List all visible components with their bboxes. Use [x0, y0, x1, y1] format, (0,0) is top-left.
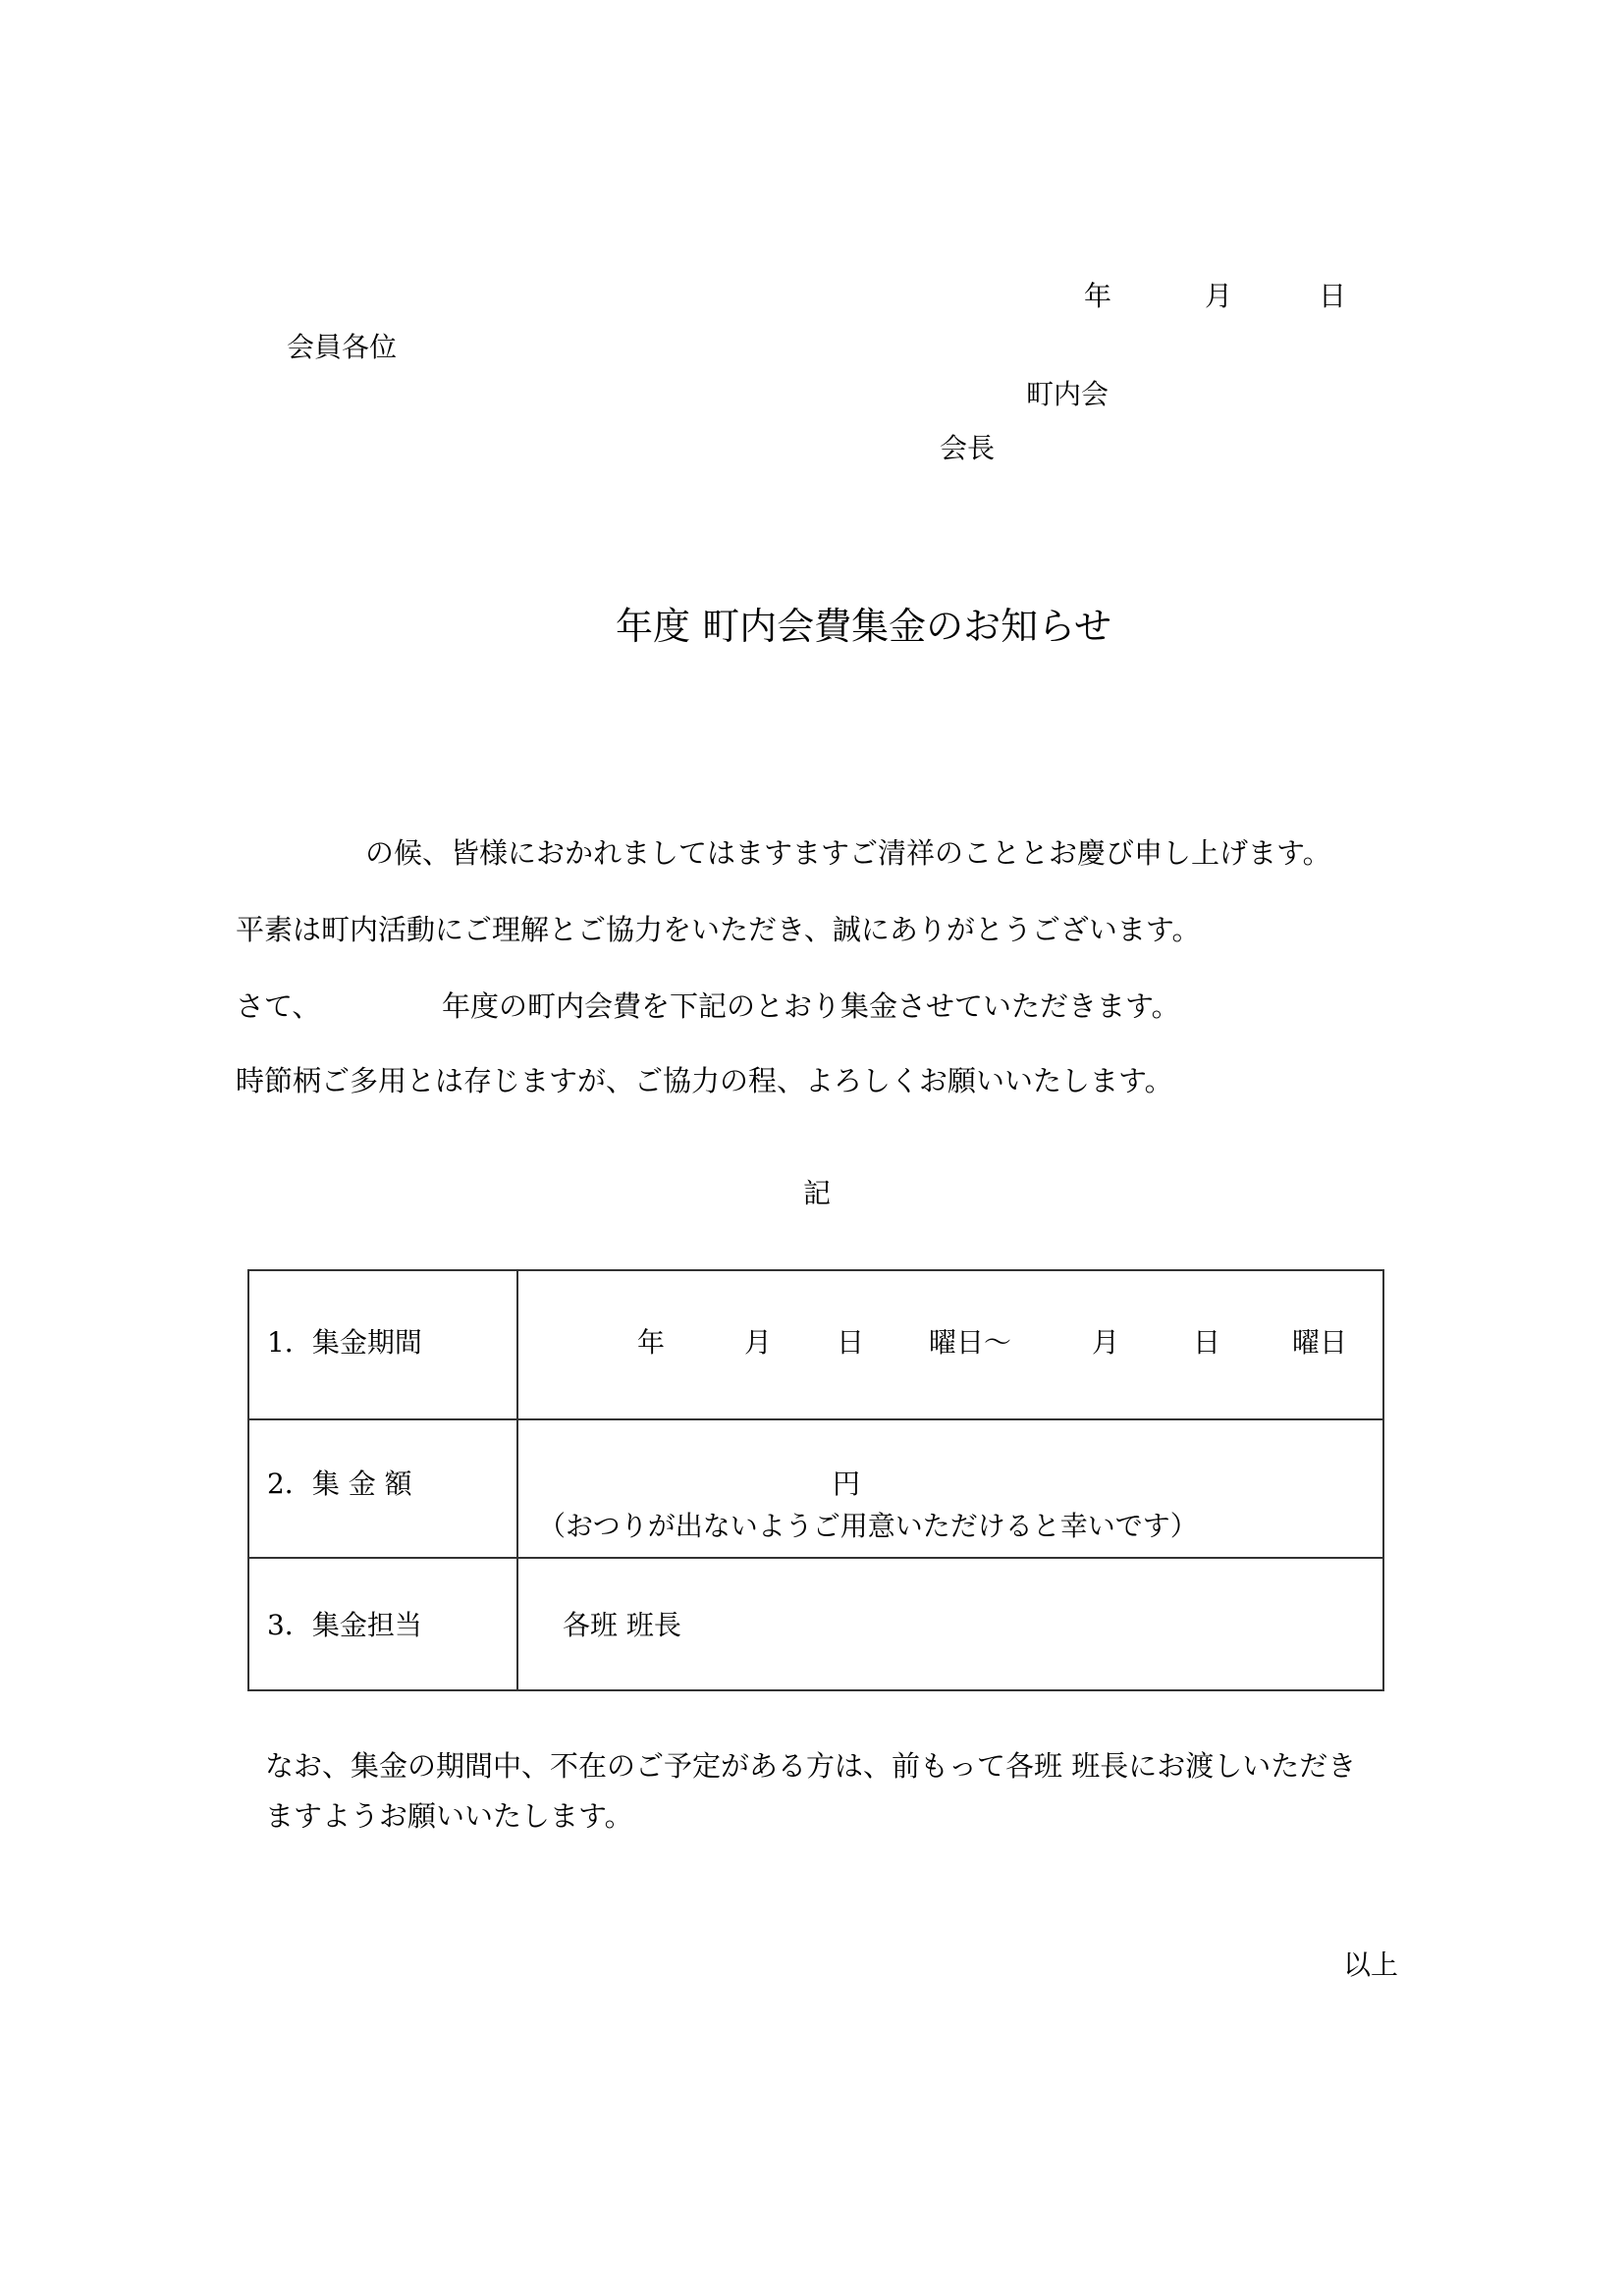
document-title: 年度 町内会費集金のお知らせ [616, 605, 1111, 648]
period-month-end: 月 [1092, 1326, 1120, 1359]
body-line-3a: さて、 [236, 989, 321, 1023]
date-day: 日 [1319, 280, 1347, 312]
sender-org: 町内会 [1026, 378, 1110, 410]
period-year: 年 [637, 1326, 666, 1359]
period-month-start: 月 [744, 1326, 773, 1359]
amount-note: （おつりが出ないようご用意いただけると幸いです） [538, 1510, 1198, 1542]
body-line-4: 時節柄ご多用とは存じますが、ご協力の程、よろしくお願いいたします。 [236, 1064, 1173, 1097]
amount-yen: 円 [833, 1468, 861, 1500]
row-label-period: 1．集金期間 [267, 1326, 422, 1359]
body-line-3b: 年度の町内会費を下記のとおり集金させていただきます。 [442, 989, 1180, 1023]
row-divider [249, 1557, 1382, 1559]
body-line-2: 平素は町内活動にご理解とご協力をいただき、誠にありがとうございます。 [236, 913, 1201, 946]
end-mark: 以上 [1343, 1949, 1399, 1981]
date-year: 年 [1084, 280, 1112, 312]
ki-heading: 記 [803, 1177, 832, 1209]
period-day-start: 日 [837, 1326, 865, 1359]
closing-line-2: ますようお願いいたします。 [265, 1799, 633, 1833]
row-divider [249, 1418, 1382, 1420]
body-line-1: の候、皆様におかれましてはますますご清祥のこととお慶び申し上げます。 [365, 836, 1331, 870]
addressee: 会員各位 [287, 331, 398, 363]
period-day-end: 日 [1193, 1326, 1221, 1359]
collector-value: 各班 班長 [563, 1609, 681, 1641]
column-divider [516, 1271, 518, 1689]
period-weekday-start: 曜日～ [929, 1326, 1012, 1359]
date-month: 月 [1205, 280, 1233, 312]
closing-line-1: なお、集金の期間中、不在のご予定がある方は、前もって各班 班長にお渡しいただき [265, 1749, 1357, 1783]
period-weekday-end: 曜日 [1292, 1326, 1348, 1359]
row-label-amount: 2．集 金 額 [267, 1468, 412, 1500]
sender-title: 会長 [940, 432, 996, 464]
row-label-collector: 3．集金担当 [267, 1609, 422, 1641]
